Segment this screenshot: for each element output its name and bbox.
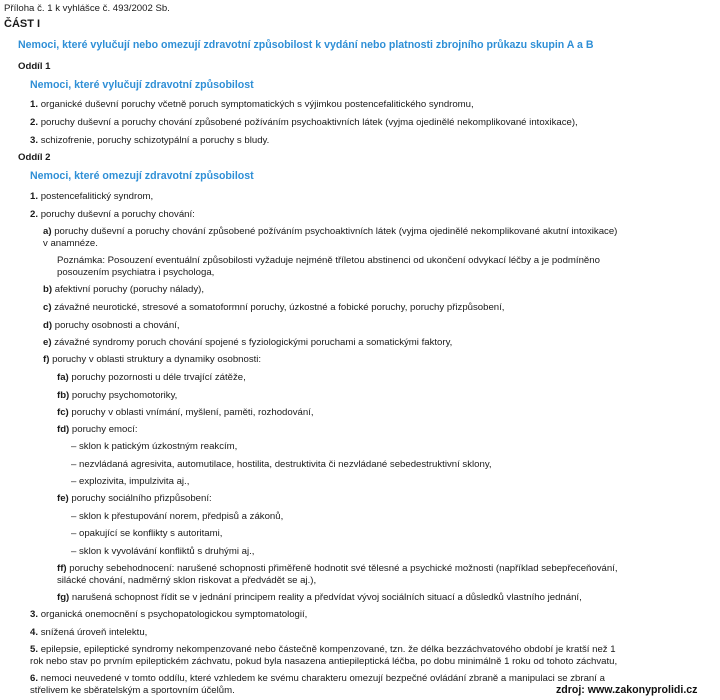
part-title: Nemoci, které vylučují nebo omezují zdravotní způsobilost k vydání nebo platnosti zbrojního průkazu skupin A a B (18, 39, 594, 51)
list-item: 1. postencefalitický syndrom, (30, 191, 154, 202)
list-item: fg) narušená schopnost řídit se v jednání principem reality a předvídat vývoj sociálních situací a důsledků vlastního jednání, (57, 592, 582, 603)
annex-reference: Příloha č. 1 k vyhlášce č. 493/2002 Sb. (4, 3, 170, 14)
section2-title: Nemoci, které omezují zdravotní způsobilost (30, 170, 254, 182)
list-item: c) závažné neurotické, stresové a somatoformní poruchy, úzkostné a fobické poruchy, poruchy přizpůsobení, (43, 302, 505, 313)
list-item-continued: silácké chování, nadměrný sklon riskovat a předvádět se aj.), (57, 575, 317, 586)
section1-label: Oddíl 1 (18, 61, 51, 72)
list-item: ff) poruchy sebehodnocení: narušené schopnosti přiměřeně hodnotit své tělesné a psychické možnosti (například sebepřeceňování, (57, 563, 618, 574)
note-text-continued: posouzením psychiatra i psychologa, (57, 267, 215, 278)
dash-item: – sklon k patickým úzkostným reakcím, (71, 441, 238, 452)
list-item: 6. nemoci neuvedené v tomto oddílu, které vzhledem ke svému charakteru omezují bezpečné ovládání zbraně a manipulaci se zbraní a (30, 673, 605, 684)
list-item: 1. organické duševní poruchy včetně poruch symptomatických s výjimkou postencefalitického syndromu, (30, 99, 474, 110)
list-item: fe) poruchy sociálního přizpůsobení: (57, 493, 212, 504)
list-item-continued: střelivem ke sběratelským a sportovním účelům. (30, 685, 235, 696)
note-text: Poznámka: Posouzení eventuální způsobilosti vyžaduje nejméně tříletou abstinenci od ukončení odvykací léčby a je podmíněno (57, 255, 600, 266)
section1-title: Nemoci, které vylučují zdravotní způsobilost (30, 79, 254, 91)
dash-item: – nezvládaná agresivita, automutilace, hostilita, destruktivita či nezvládané sebedestruktivní sklony, (71, 459, 492, 470)
list-item: d) poruchy osobnosti a chování, (43, 320, 180, 331)
dash-item: – sklon k přestupování norem, předpisů a zákonů, (71, 511, 284, 522)
list-item: fb) poruchy psychomotoriky, (57, 390, 178, 401)
list-item: 2. poruchy duševní a poruchy chování: (30, 209, 195, 220)
list-item: fa) poruchy pozornosti u déle trvající zátěže, (57, 372, 246, 383)
list-item: a) poruchy duševní a poruchy chování způsobené požíváním psychoaktivních látek (vyjma ojedinělé nekomplikované akutní intoxikace) (43, 226, 618, 237)
dash-item: – explozivita, impulzivita aj., (71, 476, 190, 487)
list-item: f) poruchy v oblasti struktury a dynamiky osobnosti: (43, 354, 262, 365)
dash-item: – opakující se konflikty s autoritami, (71, 528, 223, 539)
list-item-continued: rok nebo stav po prvním epileptickém záchvatu, pokud byla nasazena antiepileptická léčba, po dobu minimálně 1 roku od tohoto záchvatu, (30, 656, 618, 667)
list-item: 2. poruchy duševní a poruchy chování způsobené požíváním psychoaktivních látek (vyjma ojedinělé nekomplikované intoxikace), (30, 117, 578, 128)
list-item: e) závažné syndromy poruch chování spojené s fyziologickými poruchami a somatickými faktory, (43, 337, 453, 348)
part-heading: ČÁST I (4, 18, 41, 30)
list-item: b) afektivní poruchy (poruchy nálady), (43, 284, 205, 295)
list-item: fc) poruchy v oblasti vnímání, myšlení, paměti, rozhodování, (57, 407, 314, 418)
list-item-continued: v anamnéze. (43, 238, 98, 249)
section2-label: Oddíl 2 (18, 152, 51, 163)
source-link[interactable]: zdroj: www.zakonyprolidi.cz (556, 684, 698, 696)
list-item: 4. snížená úroveň intelektu, (30, 627, 148, 638)
list-item: fd) poruchy emocí: (57, 424, 138, 435)
list-item: 5. epilepsie, epileptické syndromy nekompenzované nebo částečně kompenzované, tzn. že délka bezzáchvatového období je kratší než 1 (30, 644, 616, 655)
list-item: 3. schizofrenie, poruchy schizotypální a poruchy s bludy. (30, 135, 270, 146)
list-item: 3. organická onemocnění s psychopatologickou symptomatologií, (30, 609, 308, 620)
dash-item: – sklon k vyvolávání konfliktů s druhými aj., (71, 546, 255, 557)
